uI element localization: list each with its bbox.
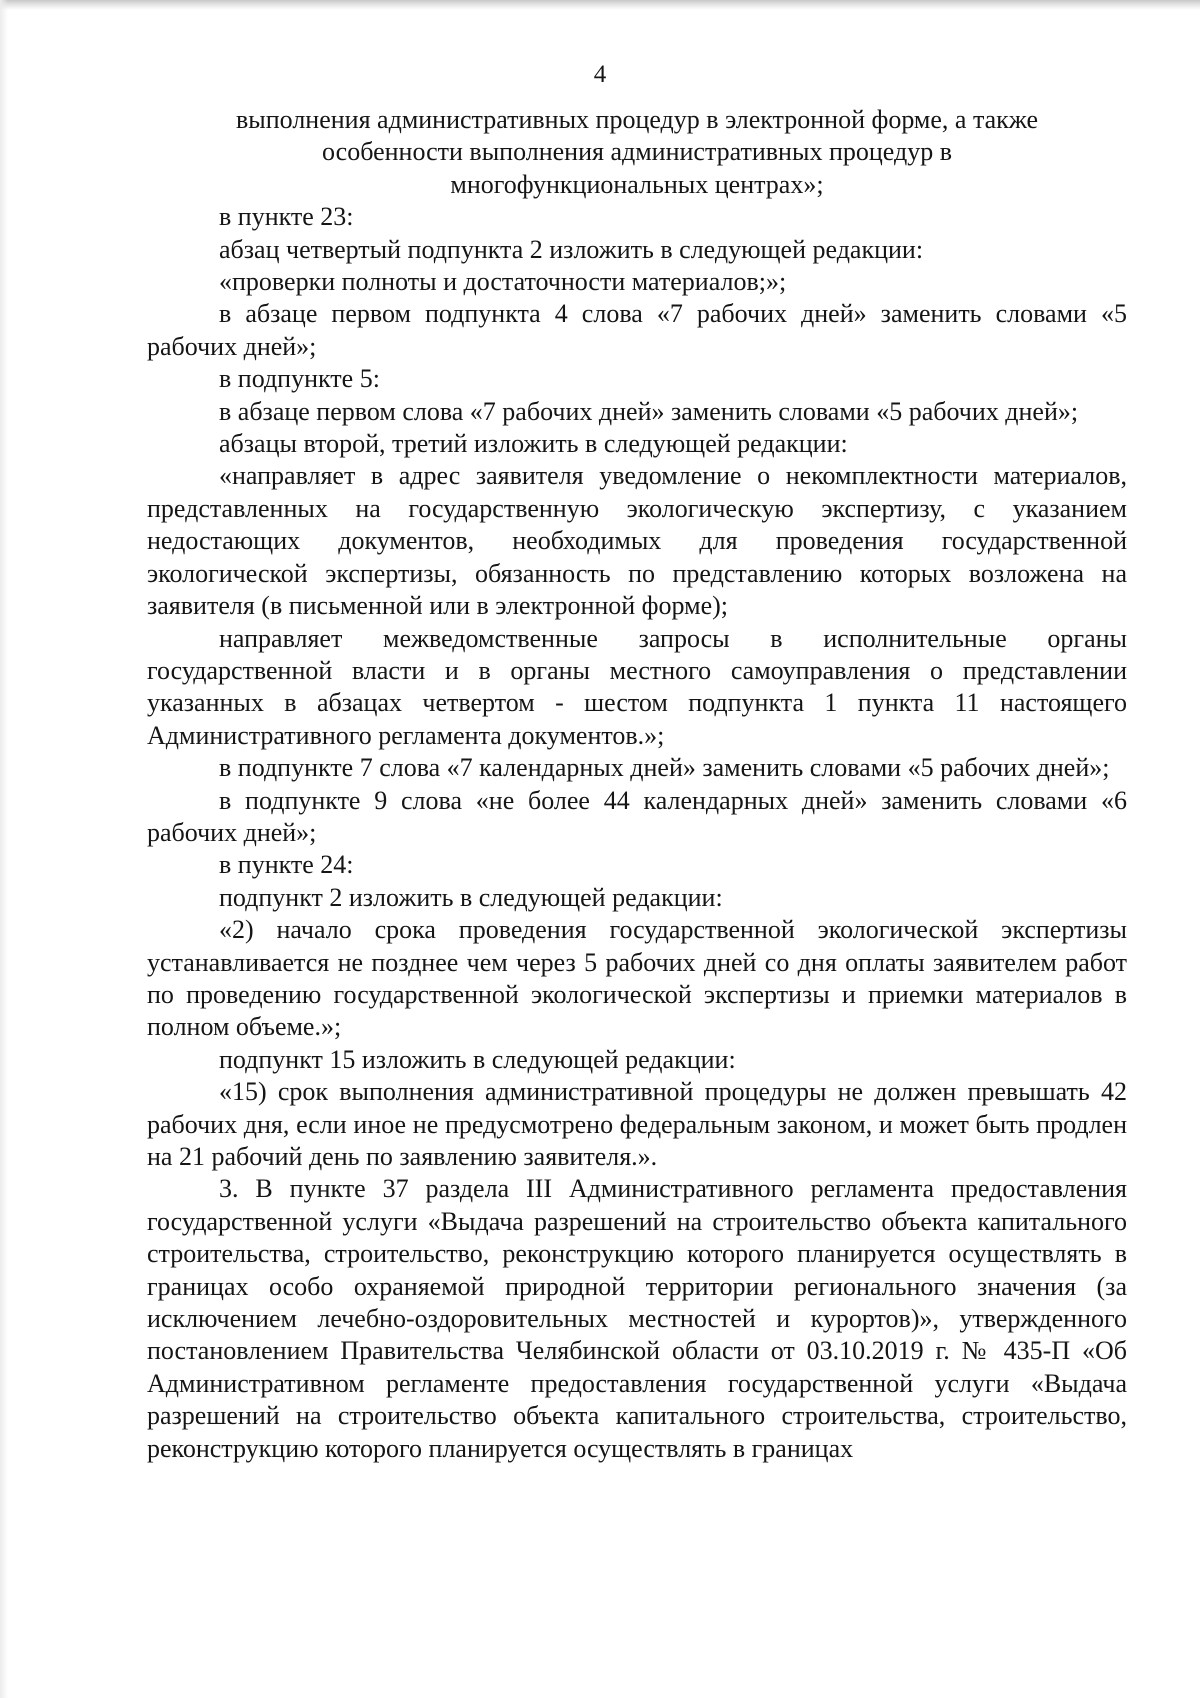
paragraph: в подпункте 5: [219,364,380,394]
page-number: 4 [593,61,607,88]
heading-line: многофункциональных центрах»; [450,169,824,199]
paragraph: «проверки полноты и достаточности материалов;»; [219,267,787,297]
paragraph: 3. В пункте 37 раздела III Административного регламента предоставления государственной услуги «Выдача разрешений на строительство объекта капитального строительства, строительство, реконструкцию которого планируется осуществлять в границах особо охраняемой природной территории регионального значения (за исключением лечебно-оздоровительных местностей и курортов)», утвержденного постановлением Правительства Челябинской области от 03.10.2019 г. № 435-П «Об Административном регламенте предоставления государственной услуги «Выдача разрешений на строительство объекта капитального строительства, строительство, реконструкцию которого планируется осуществлять в границах [147,1174,1127,1463]
paragraph: в абзаце первом слова «7 рабочих дней» заменить словами «5 рабочих дней»; [219,396,1079,426]
paragraph: «15) срок выполнения административной процедуры не должен превышать 42 рабочих дня, если иное не предусмотрено федеральным законом, и может быть продлен на 21 рабочий день по заявлению заявителя.». [147,1077,1127,1171]
paragraph: подпункт 15 изложить в следующей редакции: [219,1044,736,1074]
heading-line: выполнения административных процедур в электронной форме, а также [236,105,1038,134]
scan-edge-top [0,0,1200,10]
paragraph: в подпункте 7 слова «7 календарных дней» заменить словами «5 рабочих дней»; [219,753,1110,783]
paragraph: в абзаце первом подпункта 4 слова «7 рабочих дней» заменить словами «5 рабочих дней»; [147,299,1127,361]
paragraph: в пункте 24: [219,850,354,880]
paragraph: в подпункте 9 слова «не более 44 календарных дней» заменить словами «6 рабочих дней»; [147,785,1127,847]
paragraph: «2) начало срока проведения государственной экологической экспертизы устанавливается не позднее чем через 5 рабочих дней со дня оплаты заявителем работ по проведению государственной экологической экспертизы и приемки материалов в полном объеме.»; [147,915,1127,1042]
heading-continuation [147,104,1127,201]
paragraph: в пункте 23: [219,202,354,232]
paragraph: абзац четвертый подпункта 2 изложить в следующей редакции: [219,234,924,264]
paragraph: «направляет в адрес заявителя уведомление о некомплектности материалов, представленных на государственную экологическую экспертизу, с указанием недостающих документов, необходимых для проведения государственной экологической экспертизы, обязанность по представлению которых возложена на заявителя (в письменной или в электронной форме); [147,461,1127,621]
scan-edge-left [0,0,8,1698]
paragraph: направляет межведомственные запросы в исполнительные органы государственной власти и в органы местного самоуправления о представлении указанных в абзацах четвертом - шестом подпункта 1 пункта 11 настоящего Административного регламента документов.»; [147,623,1127,750]
paragraph: абзацы второй, третий изложить в следующей редакции: [219,429,848,459]
heading-line: особенности выполнения административных процедур в [322,137,952,167]
paragraph: подпункт 2 изложить в следующей редакции: [219,882,723,912]
document-body [147,104,1127,1465]
